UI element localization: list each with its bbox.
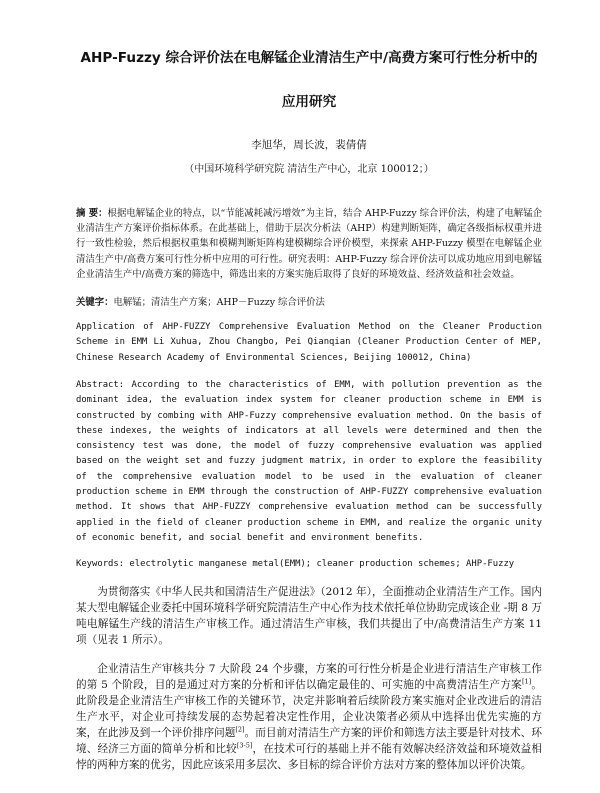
- abstract-en-text: According to the characteristics of EMM, with pollution prevention as the dominant idea, the evaluation index system for cleaner production scheme in EMM is constructed by combing with AHP-Fuzzy comprehensive evaluation method. On the basis of these indexes, the weights of indicators at all levels were determined and then the consistency test was done, the model of fuzzy comprehensive evaluation was applied based on the weight set and fuzzy judgment matrix, in order to explore the feasibility of the comprehensive evaluation model to be used in the evaluation of cleaner production scheme in EMM through the construction of AHP-FUZZY comprehensive evaluation method. It shows that AHP-FUZZY comprehensive evaluation method can be successfully applied in the field of cleaner production scheme in EMM, and realize the organic unity of economic benefit, and social benefit and environment benefits.: [76, 379, 542, 543]
- keywords-cn-label: 关键字：: [76, 297, 114, 309]
- paper-title-line2: 应用研究: [281, 94, 337, 110]
- body-p2-part-b: 。此阶段是企业清洁生产审核工作的关键环节，决定并影响着后续阶段方案实施对企业改进后的清洁生产水平，对企业可持续发展的态势起着决定性作用，企业决策者必须从中选择出优先实施的方案，在此涉及到一个评价排序问题: [76, 679, 542, 739]
- citation-3: [3-5]: [236, 741, 253, 750]
- body-p2-part-a: 企业清洁生产审核共分 7 大阶段 24 个步骤，方案的可行性分析是企业进行清洁生产审核工作的第 5 个阶段，目的是通过对方案的分析和评估以确定最佳的、可实施的中高费清洁生产方案: [76, 663, 542, 691]
- body-p2-part-c: 。而目前对清洁生产方案的评价和筛选方法主要是针对技术、环境、经济三方面的简单分析和比较: [76, 726, 542, 755]
- abstract-en: [76, 378, 542, 546]
- abstract-cn-text: 根据电解锰企业的特点，以“节能减耗减污增效”为主旨，结合 AHP-Fuzzy 综合评价法，构建了电解锰企业清洁生产方案评价指标体系。在此基础上，借助于层次分析法（AHP）构建判断矩阵，确定各级指标权重并进行一致性检验，然后根据权重集和模糊判断矩阵构建模糊综合评价模型，来探索 AHP-Fuzzy 模型在电解锰企业清洁生产中/高费方案可行性分析中应用的可行性。研究表明：AHP-Fuzzy 综合评价法可以成功地应用到电解锰企业清洁生产中/高费方案的筛选中，筛选出来的方案实施后取得了良好的环境效益、经济效益和社会效益。: [76, 208, 542, 280]
- body-paragraph-1: 为贯彻落实《中华人民共和国清洁生产促进法》（2012 年），全面推动企业清洁生产工作。国内某大型电解锰企业委托中国环境科学研究院清洁生产中心作为技术依托单位协助完成该企业 -期 8 万吨电解锰生产线的清洁生产审核工作。通过清洁生产审核，我们共提出了中/高费清洁生产方案 11 项（见表 1 所示）。: [76, 586, 542, 647]
- affiliation: （中国环境科学研究院 清洁生产中心，北京 100012；）: [184, 164, 434, 175]
- keywords-cn-text: 电解锰；清洁生产方案；AHP－Fuzzy 综合评价法: [113, 297, 325, 309]
- keywords-en: [76, 557, 542, 572]
- keywords-en-label: Keywords:: [76, 559, 125, 570]
- keywords-cn: [76, 295, 542, 310]
- body-p2-part-d: ，在技术可行的基础上并不能有效解决经济效益和环境效益相悖的两种方案的优劣，因此应该采用多层次、多目标的综合评价方法对方案的整体加以评价决策。: [76, 742, 542, 771]
- keywords-en-text: electrolytic manganese metal(EMM); cleaner production schemes; AHP-Fuzzy: [124, 559, 515, 570]
- citation-1: [1]: [521, 677, 532, 686]
- authors: 李旭华，周长波，裴倩倩: [251, 139, 367, 151]
- title-en: Application of AHP-FUZZY Comprehensive Evaluation Method on the Cleaner Production Scheme in EMM Li Xuhua, Zhou Changbo, Pei Qianqian (Cleaner Production Center of MEP, Chinese Research Academy of Environmental Sciences, Beijing 100012, China): [76, 322, 542, 363]
- abstract-cn-label: 摘 要：: [76, 208, 108, 219]
- paper-title-line1: AHP-Fuzzy 综合评价法在电解锰企业清洁生产中/高费方案可行性分析中的: [80, 50, 538, 66]
- abstract-cn: [76, 206, 542, 282]
- body-paragraph-2: [76, 662, 542, 773]
- citation-2: [2]: [235, 725, 245, 734]
- abstract-en-label: Abstract:: [76, 379, 125, 390]
